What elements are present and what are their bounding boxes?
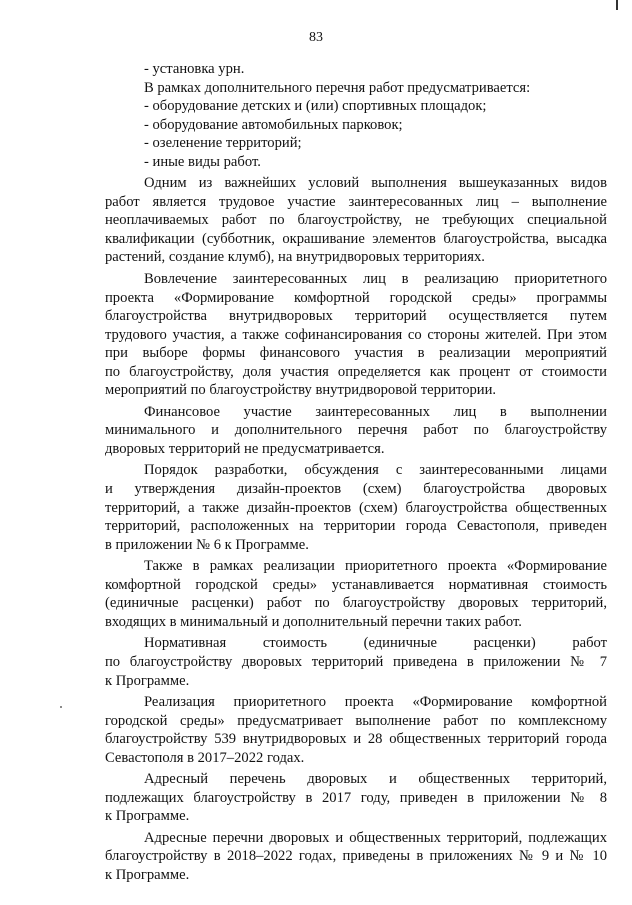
text-line: трудового участия, а также софинансирования со стороны жителей. При этом bbox=[105, 326, 607, 343]
text-line: входящих в минимальный и дополнительный перечни таких работ. bbox=[105, 613, 522, 630]
text-line: при выборе формы финансового участия в реализации мероприятий bbox=[105, 345, 607, 362]
text-line: в приложении № 6 к Программе. bbox=[105, 536, 309, 553]
text-line: к Программе. bbox=[105, 866, 190, 883]
text-line: Порядок разработки, обсуждения с заинтересованными лицами bbox=[144, 462, 607, 479]
text-line: проекта «Формирование комфортной городской среды» программы bbox=[105, 289, 607, 306]
text-line: по благоустройству дворовых территорий приведена в приложении № 7 bbox=[105, 653, 607, 670]
text-line: благоустройства внутридворовых территорий осуществляется путем bbox=[105, 308, 607, 325]
text-line: Вовлечение заинтересованных лиц в реализацию приоритетного bbox=[144, 271, 607, 288]
text-line: В рамках дополнительного перечня работ предусматривается: bbox=[144, 79, 531, 96]
text-line: комфортной городской среды» устанавливается нормативная стоимость bbox=[105, 576, 607, 593]
scan-speck bbox=[60, 706, 62, 708]
text-line: и утверждения дизайн-проектов (схем) благоустройства дворовых bbox=[105, 481, 607, 498]
text-line: Адресный перечень дворовых и общественных территорий, bbox=[144, 771, 607, 788]
text-line: работ является трудовое участие заинтересованных лиц – выполнение bbox=[105, 193, 607, 210]
text-line: Реализация приоритетного проекта «Формирование комфортной bbox=[144, 694, 607, 711]
text-line: Севастополя в 2017–2022 годах. bbox=[105, 749, 305, 766]
text-line: мероприятий по благоустройству внутридворовой территории. bbox=[105, 382, 497, 399]
text-line: - оборудование автомобильных парковок; bbox=[144, 116, 403, 133]
text-line: - озеленение территорий; bbox=[144, 135, 302, 152]
text-line: благоустройству 539 внутридворовых и 28 общественных территорий города bbox=[105, 731, 607, 748]
text-line: к Программе. bbox=[105, 672, 190, 689]
text-line: минимального и дополнительного перечня работ по благоустройству bbox=[105, 422, 607, 439]
text-line: дворовых территорий не предусматривается. bbox=[105, 440, 385, 457]
text-line: благоустройству в 2018–2022 годах, приведены в приложениях № 9 и № 10 bbox=[105, 848, 607, 865]
text-line: Одним из важнейших условий выполнения вышеуказанных видов bbox=[144, 175, 607, 192]
text-line: Также в рамках реализации приоритетного проекта «Формирование bbox=[144, 558, 607, 575]
text-line: территорий, а также дизайн-проектов (схем) благоустройства общественных bbox=[105, 499, 607, 516]
text-line: - установка урн. bbox=[144, 61, 245, 77]
page-number: 83 bbox=[309, 30, 323, 45]
text-line: неоплачиваемых работ по благоустройству, не требующих специальной bbox=[105, 212, 607, 229]
text-line: квалификации (субботник, окрашивание элементов благоустройства, высадка bbox=[105, 230, 607, 247]
text-line: территорий, расположенных на территории города Севастополя, приведен bbox=[105, 518, 607, 535]
text-line: растений, создание клумб), на внутридворовых территориях. bbox=[105, 249, 485, 266]
text-line: (единичные расценки) работ по благоустройству дворовых территорий, bbox=[105, 595, 607, 612]
text-line: Адресные перечни дворовых и общественных территорий, подлежащих bbox=[144, 829, 607, 846]
text-line: Нормативная стоимость (единичные расценки) работ bbox=[144, 635, 607, 652]
text-line: по благоустройству, доля участия определяется как процент от стоимости bbox=[105, 363, 607, 380]
text-line: к Программе. bbox=[105, 808, 190, 825]
text-line: - оборудование детских и (или) спортивных площадок; bbox=[144, 98, 487, 115]
scan-edge-mark bbox=[616, 0, 618, 10]
text-line: городской среды» предусматривает выполнение работ по комплексному bbox=[105, 712, 607, 729]
document-body bbox=[105, 60, 607, 885]
text-line: подлежащих благоустройству в 2017 году, приведен в приложении № 8 bbox=[105, 789, 607, 806]
text-line: - иные виды работ. bbox=[144, 153, 261, 170]
text-line: Финансовое участие заинтересованных лиц в выполнении bbox=[144, 403, 607, 420]
